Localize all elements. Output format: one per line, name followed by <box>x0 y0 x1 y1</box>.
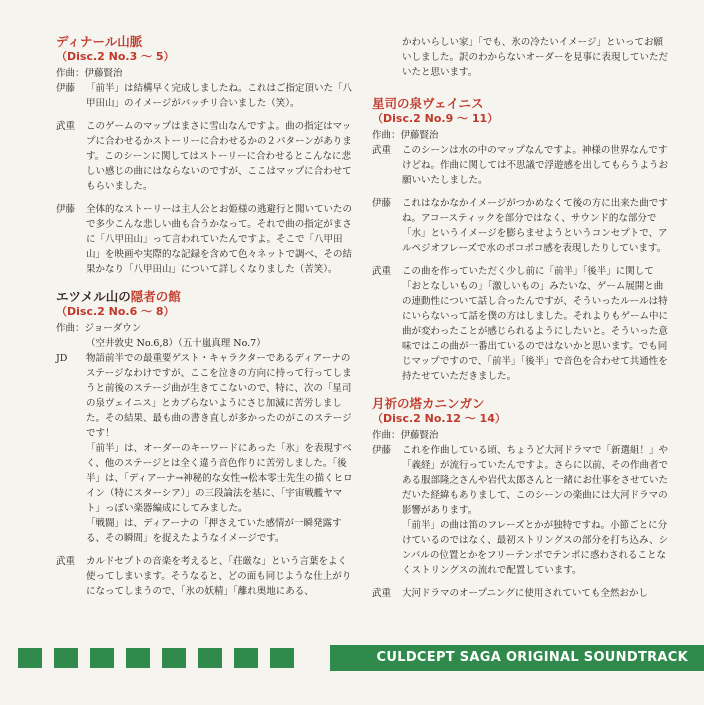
comment-text: 全体的なストーリーは主人公とお姫様の逃避行と聞いていたので多少こんな悲しい曲も合うかなって。それで曲の指定がまさに「八甲田山」って言われていたんですよ。そこで「八甲田山」を映画や実際的な記録を含めて色々ネットで調べ、その結果かなり「八甲田山」について詳しくなりました（苦笑）。 <box>86 204 353 275</box>
footer-square <box>198 648 222 668</box>
comment-continuation: 「前半」は、オーダーのキーワードにあった「氷」を表現すべく、他のステージとは全く違う音色作りに苦労しました。「後半」は、「ディアーナ→神秘的な女性→松本零士先生の描くヒロイン（特にスターシア）」の三段論法を基に、「宇宙戦艦ヤマト」っぽい楽器編成にしてみました。 <box>86 443 353 514</box>
footer-square <box>162 648 186 668</box>
speaker-name: 伊藤 <box>56 83 76 94</box>
composer-credit: 作曲：伊藤賢治 <box>372 430 439 441</box>
comment-entry <box>56 81 356 111</box>
footer-square <box>270 648 294 668</box>
composer-credit: 作曲：ジョーダウン <box>56 323 142 334</box>
comment-text: このシーンは水の中のマップなんですよ。神様の世界なんですけどね。作曲に関しては不思議で浮遊感を出してもらうようお願いいたしました。 <box>402 145 669 186</box>
comment-entry <box>56 119 356 194</box>
speaker-name: 武重 <box>372 266 392 277</box>
section-disc: （Disc.2 No.9 ～ 11） <box>372 112 499 125</box>
comment-entry <box>372 264 672 384</box>
section-title-part: 隠者の館 <box>130 289 181 304</box>
comment-text: 物語前半での最重要ゲスト・キャラクターであるディアーナのステージなわけですが、ここを泣きの方向に持って行ってしまうと前後のステージ曲が生きてこないので、特に、次の「星司の泉ヴェイニス」とカブらないようにさじ加減に苦労しました。その結果、最も曲の書き直しが多かったのがこのステージです！ <box>86 353 352 439</box>
comment-continuation: 「戦闘」は、ディアーナの「押さえていた感情が一瞬発露する、その瞬間」を捉えたようなイメージです。 <box>86 518 342 544</box>
section-title: ディナール山脈 <box>56 34 143 49</box>
comment-text: カルドセプトの音楽を考えると、「荘厳な」という言葉をよく使ってしまいます。そうなると、どの面も同じような仕上がりになってしまうので、「氷の妖精」「離れ奥地にある、 <box>86 556 352 597</box>
comment-text: これはなかなかイメージがつかめなくて後の方に出来た曲ですね。アコースティックを部分ではなく、サウンド的な部分で「水」というイメージを膨らませようというコンセプトで、アルペジオフレーズで水のポコポコ感を表現したりしています。 <box>402 198 668 254</box>
comment-entry <box>372 443 672 518</box>
section-disc: （Disc.2 No.6 ～ 8） <box>56 305 175 318</box>
comment-continuation: かわいらしい家」「でも、氷の冷たいイメージ」といってお願いしました。訳のわからないオーダーを見事に表現していただいたと思います。 <box>402 37 669 78</box>
speaker-name: 伊藤 <box>372 445 392 456</box>
footer-banner: CULDCEPT SAGA ORIGINAL SOUNDTRACK <box>330 645 704 671</box>
composer-credit-detail: （空井敦史 No.6,8）（五十嵐真理 No.7） <box>86 338 266 349</box>
section-title-part: エツメル山の <box>56 289 131 304</box>
section-veinis <box>372 96 672 384</box>
section-title: 月祈の塔カニンガン <box>372 396 485 411</box>
section-etsumel <box>56 289 356 599</box>
comment-continuation: 「前半」の曲は笛のフレーズとかが独特ですね。小節ごとに分けているのではなく、最初ストリングスの部分を打ち込み、シンバルの位置とかをフリーテンポでテンポに惑わされることなくストリングスの流れで配置しています。 <box>402 520 669 576</box>
section-title: 星司の泉ヴェイニス <box>372 96 484 111</box>
speaker-name: 伊藤 <box>56 204 76 215</box>
comment-text: これを作曲している頃、ちょうど大河ドラマで「新選組！」や「義経」が流行っていたんですよ。さらに以前、その作曲者である服部隆之さんや岩代太郎さんと一緒にお仕事をさせていただいた経緯もありまして、このシーンの楽曲には大河ドラマの影響があります。 <box>402 445 669 516</box>
comment-entry <box>56 554 356 599</box>
comment-entry <box>372 143 672 188</box>
comment-entry <box>56 202 356 277</box>
footer-square <box>54 648 78 668</box>
footer-bar <box>0 645 704 671</box>
footer-square <box>234 648 258 668</box>
comment-text: 大河ドラマのオープニングに使用されていても全然おかし <box>402 588 648 599</box>
comment-text: このゲームのマップはまさに雪山なんですよ。曲の指定はマップに合わせるかストーリーに合わせるかの２パターンがあります。このシーンに関してはストーリーに合わせるとこんなに悲しい感じの曲にはならないのですが、ここはマップに合わせてもらいました。 <box>86 121 352 192</box>
speaker-name: JD <box>56 353 68 364</box>
footer-square <box>90 648 114 668</box>
comment-text: この曲を作っていただく少し前に「前半」「後半」に関して「おとなしいもの」「激しいもの」みたいな、ゲーム展開と曲の連動性について話し合ったんですが、そういったルールは特にいらないって話を僕の方はしました。それよりもゲーム中に曲が変わったことが感じられるようにしたいと。そういった意味ではこの曲が一番出ているのではないかと思います。でも同じマップですので、「前半」「後半」で音色を合わせて共通性を持たせていただきました。 <box>402 266 669 382</box>
right-column <box>372 35 672 613</box>
composer-credit: 作曲：伊藤賢治 <box>56 68 123 79</box>
left-column <box>56 34 356 611</box>
footer-square <box>18 648 42 668</box>
speaker-name: 武重 <box>56 556 76 567</box>
comment-entry <box>372 196 672 256</box>
comment-text: 「前半」は結構早く完成しましたね。これはご指定頂いた「八甲田山」のイメージがバッチリ合いました（笑）。 <box>86 83 353 109</box>
section-kaningan <box>372 396 672 601</box>
section-disc: （Disc.2 No.12 ～ 14） <box>372 412 506 425</box>
footer-square <box>126 648 150 668</box>
speaker-name: 武重 <box>372 145 392 156</box>
speaker-name: 武重 <box>372 588 392 599</box>
speaker-name: 伊藤 <box>372 198 392 209</box>
comment-entry <box>372 586 672 601</box>
section-disc: （Disc.2 No.3 ～ 5） <box>56 50 175 63</box>
section-title <box>56 289 356 305</box>
comment-entry <box>56 351 356 441</box>
composer-credit: 作曲：伊藤賢治 <box>372 130 439 141</box>
speaker-name: 武重 <box>56 121 76 132</box>
section-dinar <box>56 34 356 277</box>
